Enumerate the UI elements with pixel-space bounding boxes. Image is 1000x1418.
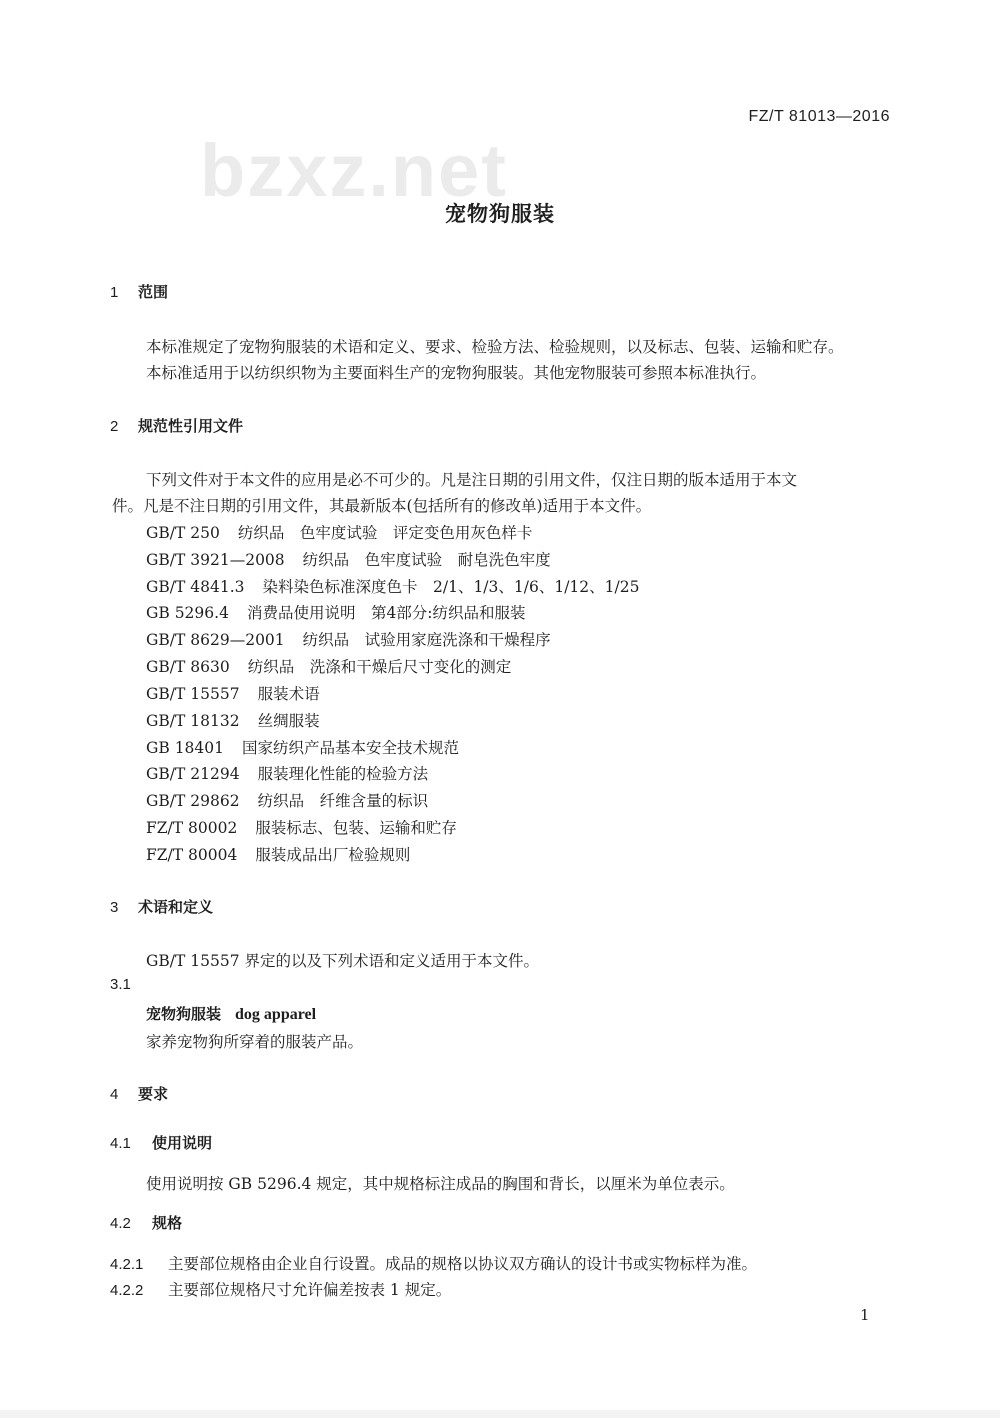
term-chinese: 宠物狗服装: [146, 1005, 222, 1023]
section-title: 规范性引用文件: [138, 417, 244, 435]
reference-code: GB 5296.4: [146, 604, 229, 622]
section-number: 1: [110, 284, 119, 301]
page-title: 宠物狗服装: [445, 202, 555, 226]
reference-title: 服装成品出厂检验规则: [255, 846, 411, 864]
section-3-intro: GB/T 15557 界定的以及下列术语和定义适用于本文件。: [146, 952, 539, 970]
page-number: 1: [860, 1306, 870, 1324]
reference-item: [146, 709, 320, 731]
reference-title: 服装标志、包装、运输和贮存: [255, 819, 457, 837]
clause-number: 4.2.1: [110, 1256, 144, 1273]
term-definition: 家养宠物狗所穿着的服装产品。: [146, 1033, 364, 1051]
reference-title: 纺织品 纤维含量的标识: [257, 792, 429, 810]
reference-code: FZ/T 80002: [146, 819, 238, 837]
section-number: 4.2: [110, 1215, 131, 1232]
section-4-1-heading: [110, 1132, 212, 1153]
reference-code: GB/T 3921—2008: [146, 551, 285, 569]
reference-title: 纺织品 洗涤和干燥后尺寸变化的测定: [247, 658, 512, 676]
reference-item: [146, 736, 459, 758]
reference-title: 纺织品 色牢度试验 耐皂洗色牢度: [302, 551, 551, 569]
section-1-paragraph-2: 本标准适用于以纺织织物为主要面料生产的宠物狗服装。其他宠物服装可参照本标准执行。: [146, 364, 767, 382]
reference-title: 服装理化性能的检验方法: [257, 765, 429, 783]
section-4-2-heading: [110, 1212, 182, 1233]
clause-4-2-2: [110, 1278, 451, 1300]
reference-title: 消费品使用说明 第4部分:纺织品和服装: [246, 604, 526, 622]
reference-title: 纺织品 色牢度试验 评定变色用灰色样卡: [237, 524, 533, 542]
reference-code: GB/T 250: [146, 524, 220, 542]
watermark: bzxz.net: [200, 129, 508, 212]
reference-code: GB/T 21294: [146, 765, 240, 783]
reference-code: GB/T 15557: [146, 685, 240, 703]
reference-item: [146, 601, 526, 623]
standard-number: FZ/T 81013—2016: [748, 108, 890, 125]
clause-text: 主要部位规格尺寸允许偏差按表 1 规定。: [168, 1281, 452, 1299]
section-2-intro-line-1: 下列文件对于本文件的应用是必不可少的。凡是注日期的引用文件，仅注日期的版本适用于本文: [146, 471, 798, 489]
reference-title: 服装术语: [257, 685, 320, 703]
section-title: 要求: [138, 1085, 169, 1103]
term-entry: [146, 1003, 316, 1024]
section-title: 术语和定义: [138, 898, 214, 916]
reference-title: 国家纺织产品基本安全技术规范: [242, 739, 460, 757]
section-title: 使用说明: [152, 1134, 213, 1152]
clause-text: 主要部位规格由企业自行设置。成品的规格以协议双方确认的设计书或实物标样为准。: [168, 1255, 758, 1273]
term-number: 3.1: [110, 976, 131, 993]
section-4-1-text: 使用说明按 GB 5296.4 规定，其中规格标注成品的胸围和背长，以厘米为单位表示。: [146, 1175, 735, 1193]
reference-title: 丝绸服装: [257, 712, 320, 730]
reference-item: [146, 816, 457, 838]
clause-4-2-1: [110, 1252, 757, 1274]
reference-item: [146, 762, 428, 784]
section-2-heading: [110, 415, 243, 436]
section-number: 2: [110, 418, 119, 435]
reference-code: GB/T 29862: [146, 792, 240, 810]
reference-code: GB/T 18132: [146, 712, 240, 730]
reference-code: GB/T 4841.3: [146, 578, 245, 596]
section-4-heading: [110, 1083, 168, 1104]
reference-code: GB/T 8630: [146, 658, 230, 676]
reference-item: [146, 789, 428, 811]
reference-item: [146, 682, 320, 704]
reference-item: [146, 843, 410, 865]
reference-item: [146, 575, 639, 597]
reference-code: GB 18401: [146, 739, 225, 757]
section-number: 4.1: [110, 1135, 131, 1152]
section-title: 范围: [138, 283, 169, 301]
section-3-heading: [110, 896, 213, 917]
reference-title: 纺织品 试验用家庭洗涤和干燥程序: [302, 631, 551, 649]
section-1-paragraph-1: 本标准规定了宠物狗服装的术语和定义、要求、检验方法、检验规则，以及标志、包装、运输和贮存。: [146, 338, 844, 356]
section-2-intro-line-2: 件。凡是不注日期的引用文件，其最新版本(包括所有的修改单)适用于本文件。: [112, 497, 652, 515]
section-1-heading: [110, 281, 168, 302]
section-number: 4: [110, 1086, 119, 1103]
term-english: dog apparel: [235, 1006, 317, 1023]
clause-number: 4.2.2: [110, 1282, 144, 1299]
section-number: 3: [110, 899, 119, 916]
reference-item: [146, 628, 551, 650]
section-title: 规格: [152, 1214, 183, 1232]
reference-item: [146, 521, 532, 543]
reference-code: FZ/T 80004: [146, 846, 238, 864]
reference-item: [146, 655, 511, 677]
reference-item: [146, 548, 551, 570]
reference-code: GB/T 8629—2001: [146, 631, 285, 649]
reference-title: 染料染色标准深度色卡 2/1、1/3、1/6、1/12、1/25: [262, 578, 640, 596]
